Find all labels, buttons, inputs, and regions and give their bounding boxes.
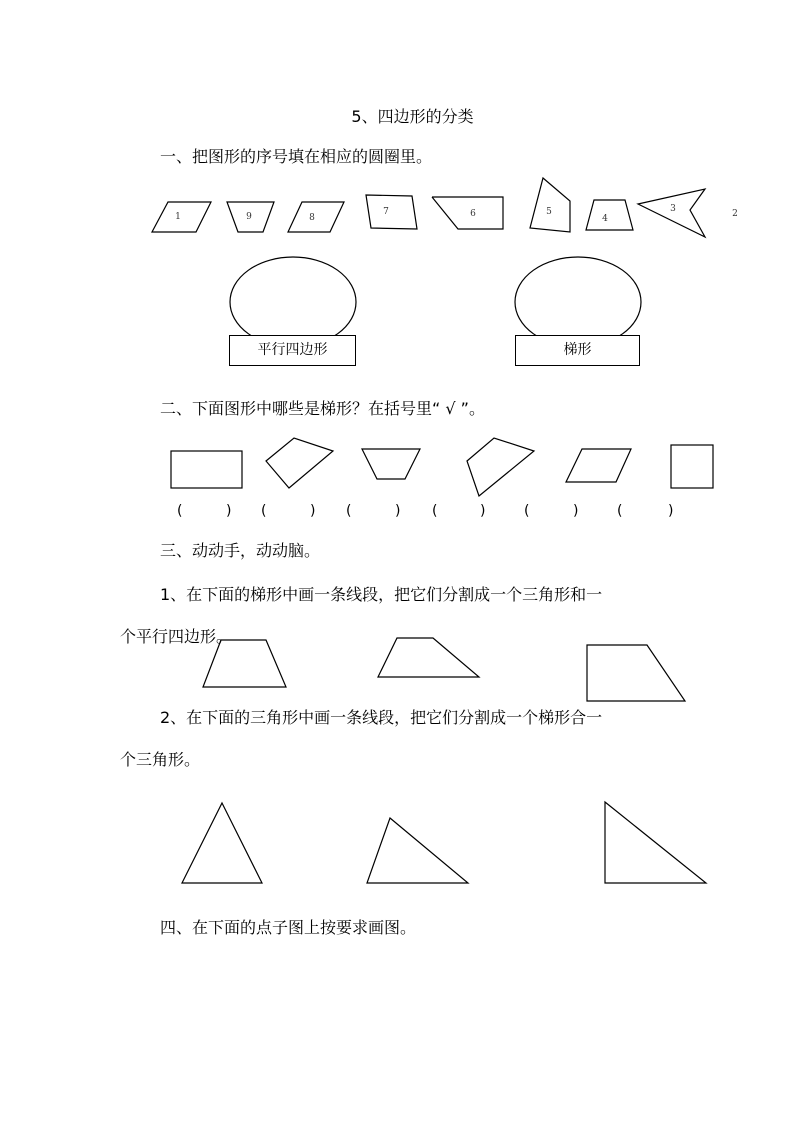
shape-7 — [366, 195, 417, 229]
triangle-3 — [605, 802, 706, 883]
shape-4 — [586, 200, 633, 230]
shape-label: 3 — [670, 204, 676, 214]
question2-line2: 个三角形。 — [120, 750, 201, 769]
answer-paren-open: ( — [524, 503, 530, 519]
section3-heading: 三、动动手，动动脑。 — [160, 541, 321, 560]
section2-heading: 二、下面图形中哪些是梯形？在括号里“ √ ”。 — [160, 399, 485, 418]
parallelogram-label-box: 平行四边形 — [229, 335, 356, 366]
shape-label: 5 — [546, 207, 552, 217]
figure-trapezoid — [362, 449, 420, 479]
shape-label: 2 — [732, 209, 738, 219]
shape-label: 4 — [602, 214, 608, 224]
trapezoid-1 — [203, 640, 286, 687]
figure-quadrilateral-a — [266, 438, 333, 488]
question1-line2: 个平行四边形。 — [120, 627, 233, 646]
answer-paren-close: ) — [310, 503, 316, 519]
answer-paren-close: ) — [226, 503, 232, 519]
trapezoid-3 — [587, 645, 685, 701]
answer-paren-close: ) — [573, 503, 579, 519]
figure-quadrilateral-b — [467, 438, 534, 496]
shape-label: 9 — [246, 212, 252, 222]
shape-5 — [530, 178, 570, 232]
figure-square — [671, 445, 713, 488]
circle-parallelogram — [230, 257, 356, 347]
shape-label: 8 — [309, 213, 315, 223]
trapezoid-label-box: 梯形 — [515, 335, 640, 366]
figure-parallelogram — [566, 449, 631, 482]
answer-paren-open: ( — [617, 503, 623, 519]
triangle-1 — [182, 803, 262, 883]
section1-heading: 一、把图形的序号填在相应的圆圈里。 — [160, 147, 433, 166]
trapezoid-2 — [378, 638, 479, 677]
answer-paren-close: ) — [395, 503, 401, 519]
answer-paren-open: ( — [432, 503, 438, 519]
shape-label: 1 — [175, 212, 181, 222]
question2-line1: 2、在下面的三角形中画一条线段，把它们分割成一个梯形合一 — [160, 708, 603, 727]
answer-paren-open: ( — [261, 503, 267, 519]
answer-paren-close: ) — [668, 503, 674, 519]
triangle-2 — [367, 818, 468, 883]
shape-label: 7 — [383, 207, 389, 217]
figure-rectangle — [171, 451, 242, 488]
shape-6 — [432, 197, 503, 229]
question1-line1: 1、在下面的梯形中画一条线段，把它们分割成一个三角形和一 — [160, 585, 603, 604]
answer-paren-open: ( — [346, 503, 352, 519]
shape-label: 6 — [470, 209, 476, 219]
shape-8 — [288, 202, 344, 232]
shape-1 — [152, 202, 211, 232]
circle-trapezoid — [515, 257, 641, 347]
page-title: 5、四边形的分类 — [351, 107, 474, 126]
answer-paren-close: ) — [480, 503, 486, 519]
section4-heading: 四、在下面的点子图上按要求画图。 — [160, 918, 417, 937]
answer-paren-open: ( — [177, 503, 183, 519]
